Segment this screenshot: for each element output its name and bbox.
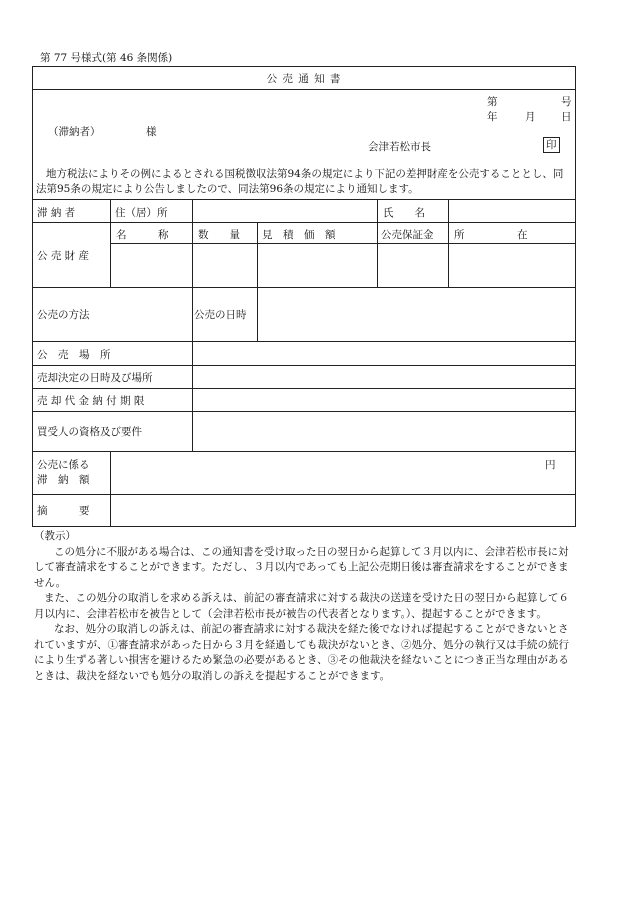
col-line-e bbox=[448, 199, 449, 287]
border-right bbox=[575, 66, 576, 527]
label-taino-sha: 滞 納 者 bbox=[37, 207, 76, 219]
label-kaiukenin: 買受人の資格及び要件 bbox=[37, 426, 142, 438]
row-line-7 bbox=[32, 388, 576, 389]
notice-paragraph-1: この処分に不服がある場合は、この通知書を受け取った日の翌日から起算して３月以内に、会津若松市長に対して審査請求をすることができます。ただし、３月以内であっても上記公売期日後は審査請求をすることができません。 bbox=[34, 545, 569, 589]
number-go: 号 bbox=[561, 96, 572, 108]
number-dai: 第 bbox=[487, 96, 498, 108]
col-line-g bbox=[110, 451, 111, 526]
col-header-deposit: 公売保証金 bbox=[381, 229, 434, 241]
row-line-8 bbox=[32, 411, 576, 412]
row-line-10 bbox=[32, 494, 576, 495]
label-baikyaku-kettei: 売却決定の日時及び場所 bbox=[37, 372, 153, 384]
row-line-4 bbox=[32, 287, 576, 288]
label-koubai-basho: 公 売 場 所 bbox=[37, 349, 111, 361]
col-header-quantity: 数 量 bbox=[198, 229, 240, 241]
row-line-6 bbox=[32, 365, 576, 366]
border-bottom bbox=[32, 526, 576, 527]
form-number: 第 77 号様式(第 46 条関係) bbox=[40, 52, 173, 64]
notice-heading: （教示） bbox=[34, 530, 76, 542]
col-header-name: 名 称 bbox=[116, 229, 169, 241]
label-taino-gaku-1: 公売に係る bbox=[37, 459, 90, 471]
label-daikin-kigen: 売 却 代 金 納 付 期 限 bbox=[37, 395, 145, 407]
addressee-honorific: 様 bbox=[146, 126, 157, 138]
label-koubai-houhou: 公売の方法 bbox=[37, 309, 90, 321]
row-line-2 bbox=[32, 222, 576, 223]
col-line-d bbox=[377, 199, 378, 287]
label-koubai-zaisan: 公 売 財 産 bbox=[37, 250, 90, 262]
date-day: 日 bbox=[561, 111, 572, 123]
date-month: 月 bbox=[525, 111, 536, 123]
label-taino-gaku-2: 滞 納 額 bbox=[37, 474, 90, 486]
label-shimei: 氏 名 bbox=[383, 207, 425, 219]
page-title: 公 売 通 知 書 bbox=[266, 73, 342, 85]
col-line-b bbox=[192, 199, 193, 341]
label-tekiyou: 摘 要 bbox=[37, 505, 90, 517]
row-line-3 bbox=[110, 243, 576, 244]
col-line-c bbox=[257, 222, 258, 341]
title-divider bbox=[32, 89, 576, 90]
issuer-name: 会津若松市長 bbox=[368, 141, 431, 153]
col-line-a bbox=[110, 199, 111, 287]
row-line-5 bbox=[32, 341, 576, 342]
addressee-label: （滞納者） bbox=[48, 126, 101, 138]
notice-paragraph-2: また、この処分の取消しを求める訴えは、前記の審査請求に対する裁決の送達を受けた日の翌日から起算して６月以内に、会津若松市を被告として（会津若松市長が被告の代表者となります。）、提起することができます。 bbox=[34, 592, 569, 620]
intro-text: 地方税法によりその例によるとされる国税徴収法第94条の規定により下記の差押財産を公売することとし、同法第95条の規定により公告しましたので、同法第96条の規定により通知します。 bbox=[36, 168, 564, 195]
label-koubai-nichiji: 公売の日時 bbox=[194, 309, 247, 321]
border-left bbox=[32, 66, 33, 527]
notice-paragraph-3: なお、処分の取消しの訴えは、前記の審査請求に対する裁決を経た後でなければ提起することができないとされていますが、①審査請求があった日から３月を経過しても裁決がないとき、②処分、処分の執行又は手続の続行により生ずる著しい損害を避けるため緊急の必要があるとき、③その他裁決を経ないことにつき正当な理由があるときは、裁決を経ないでも処分の取消しの訴えを提起することができます。 bbox=[34, 623, 569, 682]
col-line-f bbox=[192, 341, 193, 451]
yen-unit: 円 bbox=[545, 459, 556, 471]
col-header-estimate: 見 積 価 額 bbox=[262, 229, 336, 241]
instruction-notice bbox=[34, 529, 574, 684]
row-line-1 bbox=[32, 199, 576, 200]
seal-mark: 印 bbox=[543, 137, 560, 153]
date-year: 年 bbox=[487, 111, 498, 123]
label-jusho: 住（居）所 bbox=[115, 207, 168, 219]
col-header-location: 所 在 bbox=[454, 229, 528, 241]
row-line-9 bbox=[32, 451, 576, 452]
border-top bbox=[32, 66, 576, 67]
